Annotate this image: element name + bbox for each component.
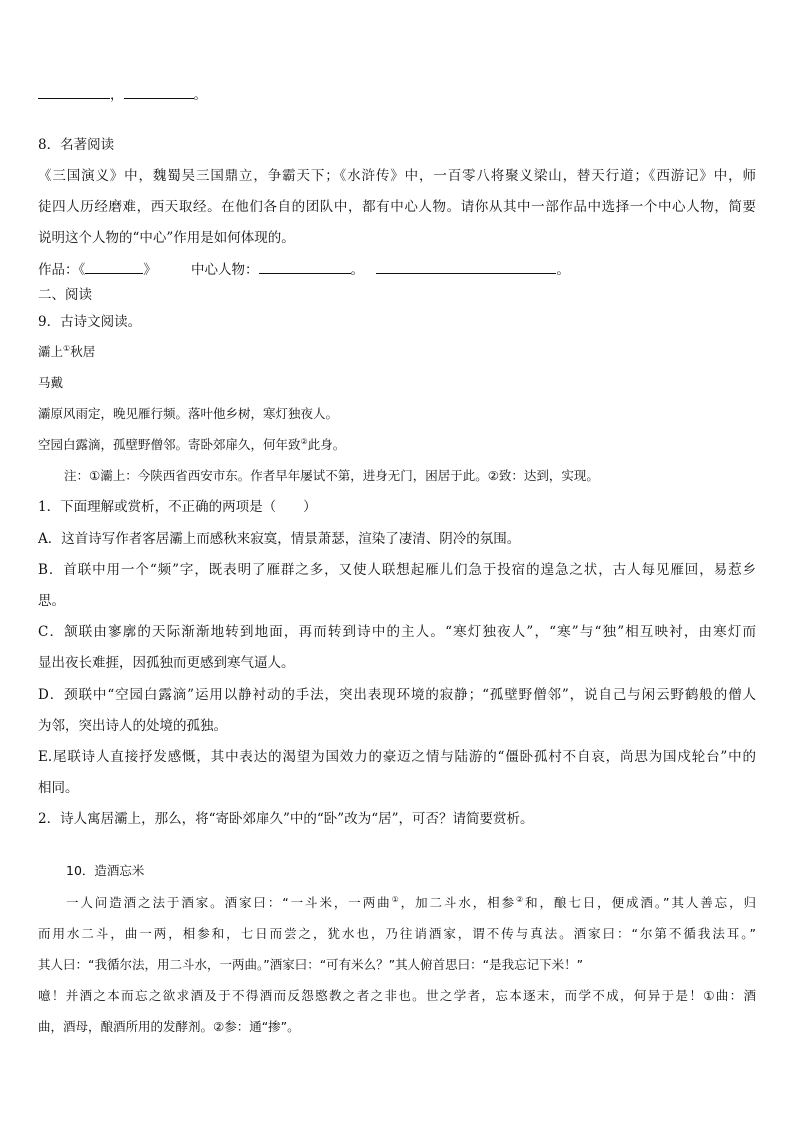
poem-line: 灞原风雨定，晚见雁行频。落叶他乡树，寒灯独夜人。 <box>38 406 339 421</box>
option-a: A．这首诗写作者客居灞上而感秋来寂寞，情景萧瑟，渲染了凄清、阴冷的氛围。 <box>38 531 521 547</box>
q10-text-line: 噫！并酒之本而忘之欲求酒及于不得酒而反怨愍教之者之非也。世之学者，忘本逐末，而学不成，何异于是！①曲：酒 <box>38 988 756 1003</box>
option-d: D．颈联中“空园白露滴”运用以静衬动的手法，突出表现环境的寂静；“孤壁野僧邻”，说自己与闲云野鹤般的僧人 <box>38 687 756 703</box>
q10-text-line: 其人曰：“我循尔法，用二斗水，一两曲。”酒家曰：“可有米么？”其人俯首思曰：“是我忘记下米！” <box>38 957 584 972</box>
q10-text-line: 而用水二斗，曲一两，相参和，七日而尝之，犹水也，乃往诮酒家，谓不传与真法。酒家曰：“尔第不循我法耳。” <box>38 926 756 941</box>
option-e-cont: 相同。 <box>38 780 79 796</box>
poem-line: 空园白露滴，孤壁野僧邻。寄卧郊扉久，何年致②此身。 <box>38 436 346 452</box>
explanation-blank[interactable] <box>376 259 556 274</box>
section-heading: 二、阅读 <box>38 287 92 303</box>
q8-text-line: 说明这个人物的“中心”作用是如何体现的。 <box>38 230 295 246</box>
center-person-blank[interactable] <box>259 259 351 274</box>
poem-title: 灞上①秋居 <box>38 343 96 359</box>
q9-sub1: 1．下面理解或赏析，不正确的两项是（ ） <box>38 499 317 515</box>
option-b: B．首联中用一个“频”字，既表明了雁群之多，又使人联想起雁儿们急于投宿的遑急之状，古人每见雁回，易惹乡 <box>38 562 756 578</box>
q9-heading: 9．古诗文阅读。 <box>38 314 142 330</box>
q10-text-line: 曲，酒母，酿酒所用的发酵剂。②参：通“掺”。 <box>38 1019 300 1034</box>
poem-author: 马戴 <box>38 375 64 390</box>
q10-heading: 10．造酒忘米 <box>66 863 145 878</box>
q10-text-line: 一人问造酒之法于酒家。酒家曰：“一斗米，一两曲①，加二斗水，相参②和，酿七日，便成酒。”其人善忘，归 <box>66 894 756 910</box>
q8-text-line: 《三国演义》中，魏蜀吴三国鼎立，争霸天下；《水浒传》中，一百零八将聚义梁山，替天行道；《西游记》中，师 <box>38 168 756 184</box>
option-c: C．颔联由寥廓的天际渐渐地转到地面，再而转到诗中的主人。“寒灯独夜人”，“寒”与“独”相互映衬，由寒灯而 <box>38 624 756 640</box>
option-c-cont: 显出夜长难捱，因孤独而更感到寒气逼人。 <box>38 655 295 671</box>
work-blank[interactable] <box>85 259 143 274</box>
q9-sub2: 2．诗人寓居灞上，那么，将“寄卧郊扉久”中的“卧”改为“居”，可否？请简要赏析。 <box>38 811 534 827</box>
option-b-cont: 思。 <box>38 593 65 609</box>
q8-heading: 8．名著阅读 <box>38 137 115 153</box>
q8-text-line: 徒四人历经磨难，西天取经。在他们各自的团队中，都有中心人物。请你从其中一部作品中选择一个中心人物，简要 <box>38 199 756 215</box>
option-e: E.尾联诗人直接抒发感慨，其中表达的渴望为国效力的豪迈之情与陆游的“僵卧孤村不自哀，尚思为国戍轮台”中的 <box>38 749 756 765</box>
top-fill-line: ， 。 <box>38 84 207 105</box>
poem-note: 注：①灞上：今陕西省西安市东。作者早年屡试不第，进身无门，困居于此。②致：达到，实现。 <box>64 468 599 483</box>
q8-answer-line: 作品：《 》 中心人物： 。 。 <box>38 259 570 280</box>
answer-blank[interactable] <box>124 84 194 99</box>
option-d-cont: 为邻，突出诗人的处境的孤独。 <box>38 718 227 734</box>
answer-blank[interactable] <box>38 84 110 99</box>
